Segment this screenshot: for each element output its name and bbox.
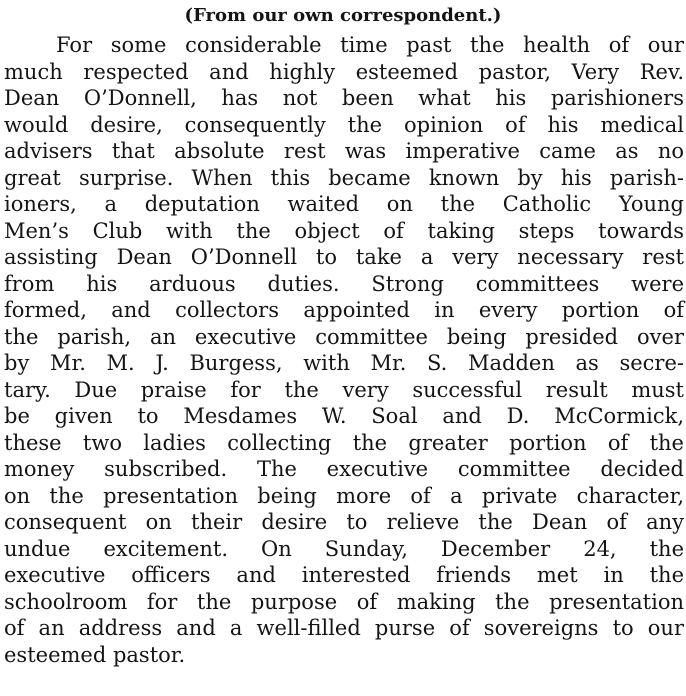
body-line: much respected and highly esteemed pastor, Very Rev. [4, 59, 684, 84]
body-line: the parish, an executive committee being presided over [4, 324, 684, 349]
body-line: advisers that absolute rest was imperative came as no [4, 139, 684, 163]
body-line: on the presentation being more of a private character, [4, 483, 684, 508]
body-line: ioners, a deputation waited on the Catholic Young [4, 192, 684, 216]
article-body [0, 32, 686, 668]
body-line: Men’s Club with the object of taking steps towards [4, 218, 684, 243]
body-line: from his arduous duties. Strong committees were [4, 271, 684, 296]
body-line: great surprise. When this became known by his parish- [4, 165, 684, 190]
body-line: these two ladies collecting the greater portion of the [4, 430, 684, 455]
body-line: be given to Mesdames W. Soal and D. McCormick, [4, 404, 684, 428]
article-byline: (From our own correspondent.) [184, 5, 502, 26]
body-line: esteemed pastor. [4, 642, 186, 667]
body-line: executive officers and interested friends met in the [4, 563, 684, 587]
body-line: money subscribed. The executive committee decided [4, 457, 684, 481]
body-line: For some considerable time past the health of our [56, 33, 684, 57]
body-line: formed, and collectors appointed in every portion of [4, 298, 684, 322]
body-line: consequent on their desire to relieve the Dean of any [4, 510, 684, 534]
body-line: assisting Dean O’Donnell to take a very necessary rest [4, 245, 684, 269]
body-line: undue excitement. On Sunday, December 24, the [4, 536, 684, 561]
body-line: schoolroom for the purpose of making the presentation [4, 589, 684, 614]
body-line: tary. Due praise for the very successful result must [4, 377, 684, 402]
body-line: of an address and a well-filled purse of sovereigns to our [4, 616, 684, 640]
body-line: would desire, consequently the opinion of his medical [4, 112, 684, 137]
body-line: Dean O’Donnell, has not been what his parishioners [4, 86, 684, 110]
body-line: by Mr. M. J. Burgess, with Mr. S. Madden as secre- [4, 351, 684, 375]
